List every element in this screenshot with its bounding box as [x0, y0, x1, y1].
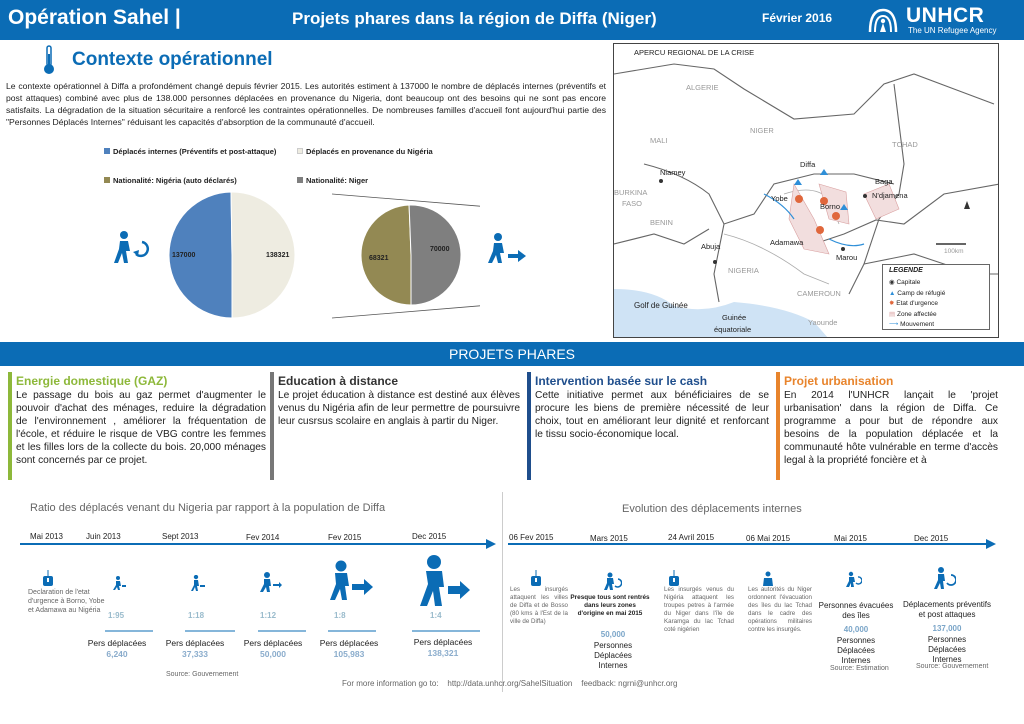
event-note: Les autorités du Niger ordonnent l'évacuation des îles du lac Tchad dans le cadre des opérations militaires contre les insurgés.	[748, 586, 812, 633]
event-note: Declaration de l'etat d'urgence à Borno, Yobe et Adamawa au Nigéria	[28, 589, 105, 614]
project-text: Cette initiative permet aux bénéficiaires de se procure les biens de première nécessité de leur choix, tout en améliorant leur dignité et renforcant le tissu socio-économique local.	[535, 390, 769, 440]
timeline-date: 24 Avril 2015	[668, 533, 715, 542]
pie-charts	[100, 186, 480, 326]
regional-map	[613, 43, 999, 338]
legend-entry: ✸ Etat d'urgence	[889, 300, 938, 307]
camp-marker	[820, 169, 828, 175]
legend-item	[297, 147, 433, 156]
map-label: équatoriale	[714, 325, 752, 334]
pie-value-label: 70000	[430, 246, 450, 253]
return-person-icon	[604, 572, 622, 590]
alert-marker-icon	[530, 570, 542, 586]
displaced-person-move-icon	[486, 232, 528, 266]
unhcr-logo	[866, 4, 997, 39]
project-text: Le passage du bois au gaz permet d'augmenter le pouvoir d'achat des ménages, reduire la dégradation de l'environnement , améliorer la fréquentation de l'école, et réduire le risque de VBG contre les femmes et les filles lors de la collecte du bois. 20,000 ménages sont concernés par ce projet.	[16, 390, 266, 466]
capital-marker	[713, 260, 717, 264]
person-icon-large	[328, 560, 374, 600]
thermometer-icon	[42, 44, 56, 76]
map-label: BENIN	[650, 218, 673, 227]
timeline-date: Dec 2015	[914, 534, 949, 543]
project-column	[776, 372, 1000, 480]
timeline-date: Juin 2013	[86, 532, 121, 541]
evolution-value: 40,000	[843, 625, 869, 634]
legend-entry-label: Mouvement	[900, 321, 935, 328]
ratio-title: Ratio des déplacés venant du Nigeria par rapport à la population de Diffa	[30, 502, 386, 514]
capital-marker	[659, 179, 663, 183]
legend-item	[104, 176, 237, 185]
timeline-date: Mai 2013	[30, 532, 63, 541]
pie-slice	[409, 205, 461, 305]
displaced-person-return-icon	[112, 230, 154, 266]
legend-title: LEGENDE	[889, 267, 923, 274]
emergency-marker	[816, 226, 824, 234]
ratio-value: 1:4	[430, 611, 442, 620]
map-label: ALGERIE	[686, 83, 719, 92]
header-banner	[0, 0, 1024, 40]
legend-item	[297, 176, 368, 185]
unhcr-emblem-icon	[866, 4, 900, 34]
project-text: En 2014 l'UNHCR lançait le 'projet urbanisation' dans la région de Diffa. Ce programme a pour but de répondre aux besoins de la population déplacée et la communauté hôte vulnérable en terme d'accès legal à la propriété foncière et à	[784, 390, 998, 466]
legend-swatch	[297, 177, 303, 183]
legend-label: Nationalité: Niger	[306, 176, 369, 185]
timeline-date: Fev 2014	[246, 533, 280, 542]
project-accent-bar	[270, 372, 274, 480]
evolution-event-title: Personnes évacuées des îles	[818, 601, 894, 620]
person-icon-medium	[260, 572, 282, 592]
person-icon-xlarge	[418, 554, 472, 606]
evolution-label: Personnes Déplacées Internes	[836, 636, 876, 665]
ratio-value: 1:95	[108, 611, 125, 620]
legend-label: Nationalité: Nigéria (auto déclarés)	[113, 176, 237, 185]
project-title: Intervention basée sur le cash	[535, 374, 708, 388]
ratio-value: 1:18	[188, 611, 205, 620]
operation-title: Opération Sahel |	[8, 6, 181, 29]
legend-entry-label: Camp de réfugié	[897, 289, 946, 297]
legend-entry-label: Capitale	[896, 279, 921, 286]
people-group-icon	[762, 570, 774, 586]
map-label: NIGER	[750, 126, 774, 135]
map-label: N'djamena	[872, 191, 908, 200]
evolution-value: 50,000	[600, 630, 626, 639]
project-column	[8, 372, 266, 480]
pers-value: 138,321	[427, 648, 459, 658]
legend-item	[104, 147, 276, 156]
ratio-underlines	[20, 628, 500, 634]
pers-label: Pers déplacées	[243, 638, 303, 648]
legend-entry: ◉ Capitale	[889, 279, 921, 286]
page-title: Projets phares dans la région de Diffa (Niger)	[292, 9, 657, 28]
map-label: Guinée	[722, 313, 747, 322]
pers-label: Pers déplacées	[413, 637, 473, 647]
event-note: Presque tous sont rentrés dans leurs zones d'origine en mai 2015	[570, 594, 650, 617]
north-arrow-icon	[964, 201, 970, 209]
map-label: FASO	[622, 199, 643, 208]
logo-brand: UNHCR	[906, 4, 985, 27]
evolution-event-title: Déplacements préventifs et post attaques	[902, 600, 992, 619]
timeline-date: Mai 2015	[834, 534, 867, 543]
legend-entry-label: Zone affectée	[896, 310, 937, 318]
timeline-date: 06 Fev 2015	[509, 533, 554, 542]
timeline-date: Mars 2015	[590, 534, 628, 543]
connector-line	[332, 304, 480, 318]
capital-marker	[841, 247, 845, 251]
project-text: Le projet éducation à distance est destiné aux élèves venus du Nigéria afin de leur permettre de poursuivre leur cusrsus scolaire en anglais à partir du Niger.	[278, 390, 520, 427]
ratio-value: 1:8	[334, 611, 346, 620]
project-title: Education à distance	[278, 374, 399, 388]
evolution-title: Evolution des déplacements internes	[622, 503, 802, 515]
map-label: NIGERIA	[728, 266, 759, 275]
pers-value: 50,000	[260, 649, 286, 659]
legend-entry: ▤ Zone affectée	[889, 310, 937, 318]
map-label: Borno	[820, 202, 841, 211]
legend-swatch	[104, 148, 110, 154]
evolution-label: Personnes Déplacées Internes	[927, 635, 967, 664]
map-title: APERCU REGIONAL DE LA CRISE	[634, 48, 755, 57]
legend-swatch	[104, 177, 110, 183]
evolution-value: 137,000	[932, 624, 962, 633]
return-person-icon	[934, 567, 956, 589]
section-divider	[502, 492, 503, 692]
capital-marker	[863, 194, 867, 198]
pers-label: Pers déplacées	[87, 638, 147, 648]
map-label: Diffa	[800, 160, 816, 169]
person-icon-small	[190, 575, 206, 591]
map-label: Marou	[836, 253, 858, 262]
pie-value-label: 137000	[172, 252, 196, 259]
emergency-marker	[795, 195, 803, 203]
return-person-icon	[846, 571, 862, 587]
alert-marker-icon	[42, 570, 54, 586]
map-label: Yaounde	[808, 318, 838, 327]
pers-value: 37,333	[182, 649, 208, 659]
project-title: Energie domestique (GAZ)	[16, 374, 168, 388]
context-title: Contexte opérationnel	[72, 49, 273, 70]
map-label: MALI	[650, 136, 668, 145]
timeline-date: Sept 2013	[162, 532, 199, 541]
legend-label: Déplacés en provenance du Nigéria	[306, 147, 433, 156]
legend-list	[889, 278, 945, 331]
ratio-source: Source: Gouvernement	[166, 671, 239, 678]
person-icon-small	[113, 576, 127, 590]
legend-entry-label: Etat d'urgence	[896, 300, 938, 307]
pers-value: 6,240	[106, 649, 128, 659]
emergency-marker	[832, 212, 840, 220]
pie-value-label: 68321	[369, 255, 389, 262]
projects-band-title: PROJETS PHARES	[0, 342, 1024, 366]
logo-subtitle: The UN Refugee Agency	[908, 26, 997, 35]
map-label: Adamawa	[770, 238, 804, 247]
map-label: CAMEROUN	[797, 289, 841, 298]
map-label: Golf de Guinée	[634, 301, 688, 310]
map-label: Niamey	[660, 168, 686, 177]
affected-zone	[864, 184, 899, 219]
event-note: Les insurgés venus du Nigéria attaquent les troupes petres à l'armée du Niger dans l'île de Karamga du lac Tchad coté nigérien	[664, 586, 734, 633]
map-legend	[882, 264, 990, 330]
legend-label: Déplacés internes (Préventifs et post-attaque)	[113, 147, 277, 156]
project-accent-bar	[776, 372, 780, 480]
pers-label: Pers déplacées	[319, 638, 379, 648]
pie-value-label: 138321	[266, 252, 290, 259]
event-note: Les insurgés attaquent les villes de Diffa et de Bosso (80 kms à l'Est de la ville de Diffa)	[510, 586, 568, 625]
evolution-label: Personnes Déplacées Internes	[593, 641, 633, 670]
map-label: Baga	[875, 177, 893, 186]
scale-label: 100km	[944, 248, 964, 255]
map-label: TCHAD	[892, 140, 918, 149]
timeline-date: 06 Mai 2015	[746, 534, 791, 543]
legend-entry: ⟶ Mouvement	[889, 321, 935, 328]
map-label: Abuja	[701, 242, 721, 251]
evolution-source: Source: Estimation	[830, 665, 889, 672]
report-date: Février 2016	[762, 11, 833, 25]
legend-entry: ▲ Camp de réfugié	[889, 289, 946, 297]
pers-value: 105,983	[333, 649, 365, 659]
timeline-date: Fev 2015	[328, 533, 362, 542]
project-accent-bar	[527, 372, 531, 480]
alert-marker-icon	[668, 570, 680, 586]
timeline-date: Dec 2015	[412, 532, 447, 541]
project-title: Projet urbanisation	[784, 374, 894, 388]
map-label: Yobe	[771, 194, 788, 203]
footer-info: For more information go to: http://data.unhcr.org/SahelSituation feedback: ngrni@unhcr.org	[342, 679, 678, 688]
project-accent-bar	[8, 372, 12, 480]
project-column	[527, 372, 771, 480]
legend-swatch	[297, 148, 303, 154]
ratio-value: 1:12	[260, 611, 277, 620]
camp-marker	[794, 179, 802, 185]
pers-label: Pers déplacées	[165, 638, 225, 648]
context-paragraph: Le contexte opérationnel à Diffa a profondément changé depuis février 2015. Les autorités estiment à 137000 le nombre de déplacés internes (préventifs et post attaques) combiné avec plus de 138.000 personnes déplacées en provenance du Nigeria, dont beaucoup ont des besoins qui ne sont pas encore satisfaits. La dégradation de la situation sécuritaire a renforcé les contraintes opérationnelles. De nombreuses familles d'accueil font aujourd'hui partie des "Personnes Déplacés Internes" réduisant les capacités d'absorption de la communauté d'accueil.	[6, 81, 606, 127]
evolution-source: Source: Gouvernement	[916, 663, 989, 670]
project-column	[270, 372, 522, 480]
map-label: BURKINA	[614, 188, 648, 197]
